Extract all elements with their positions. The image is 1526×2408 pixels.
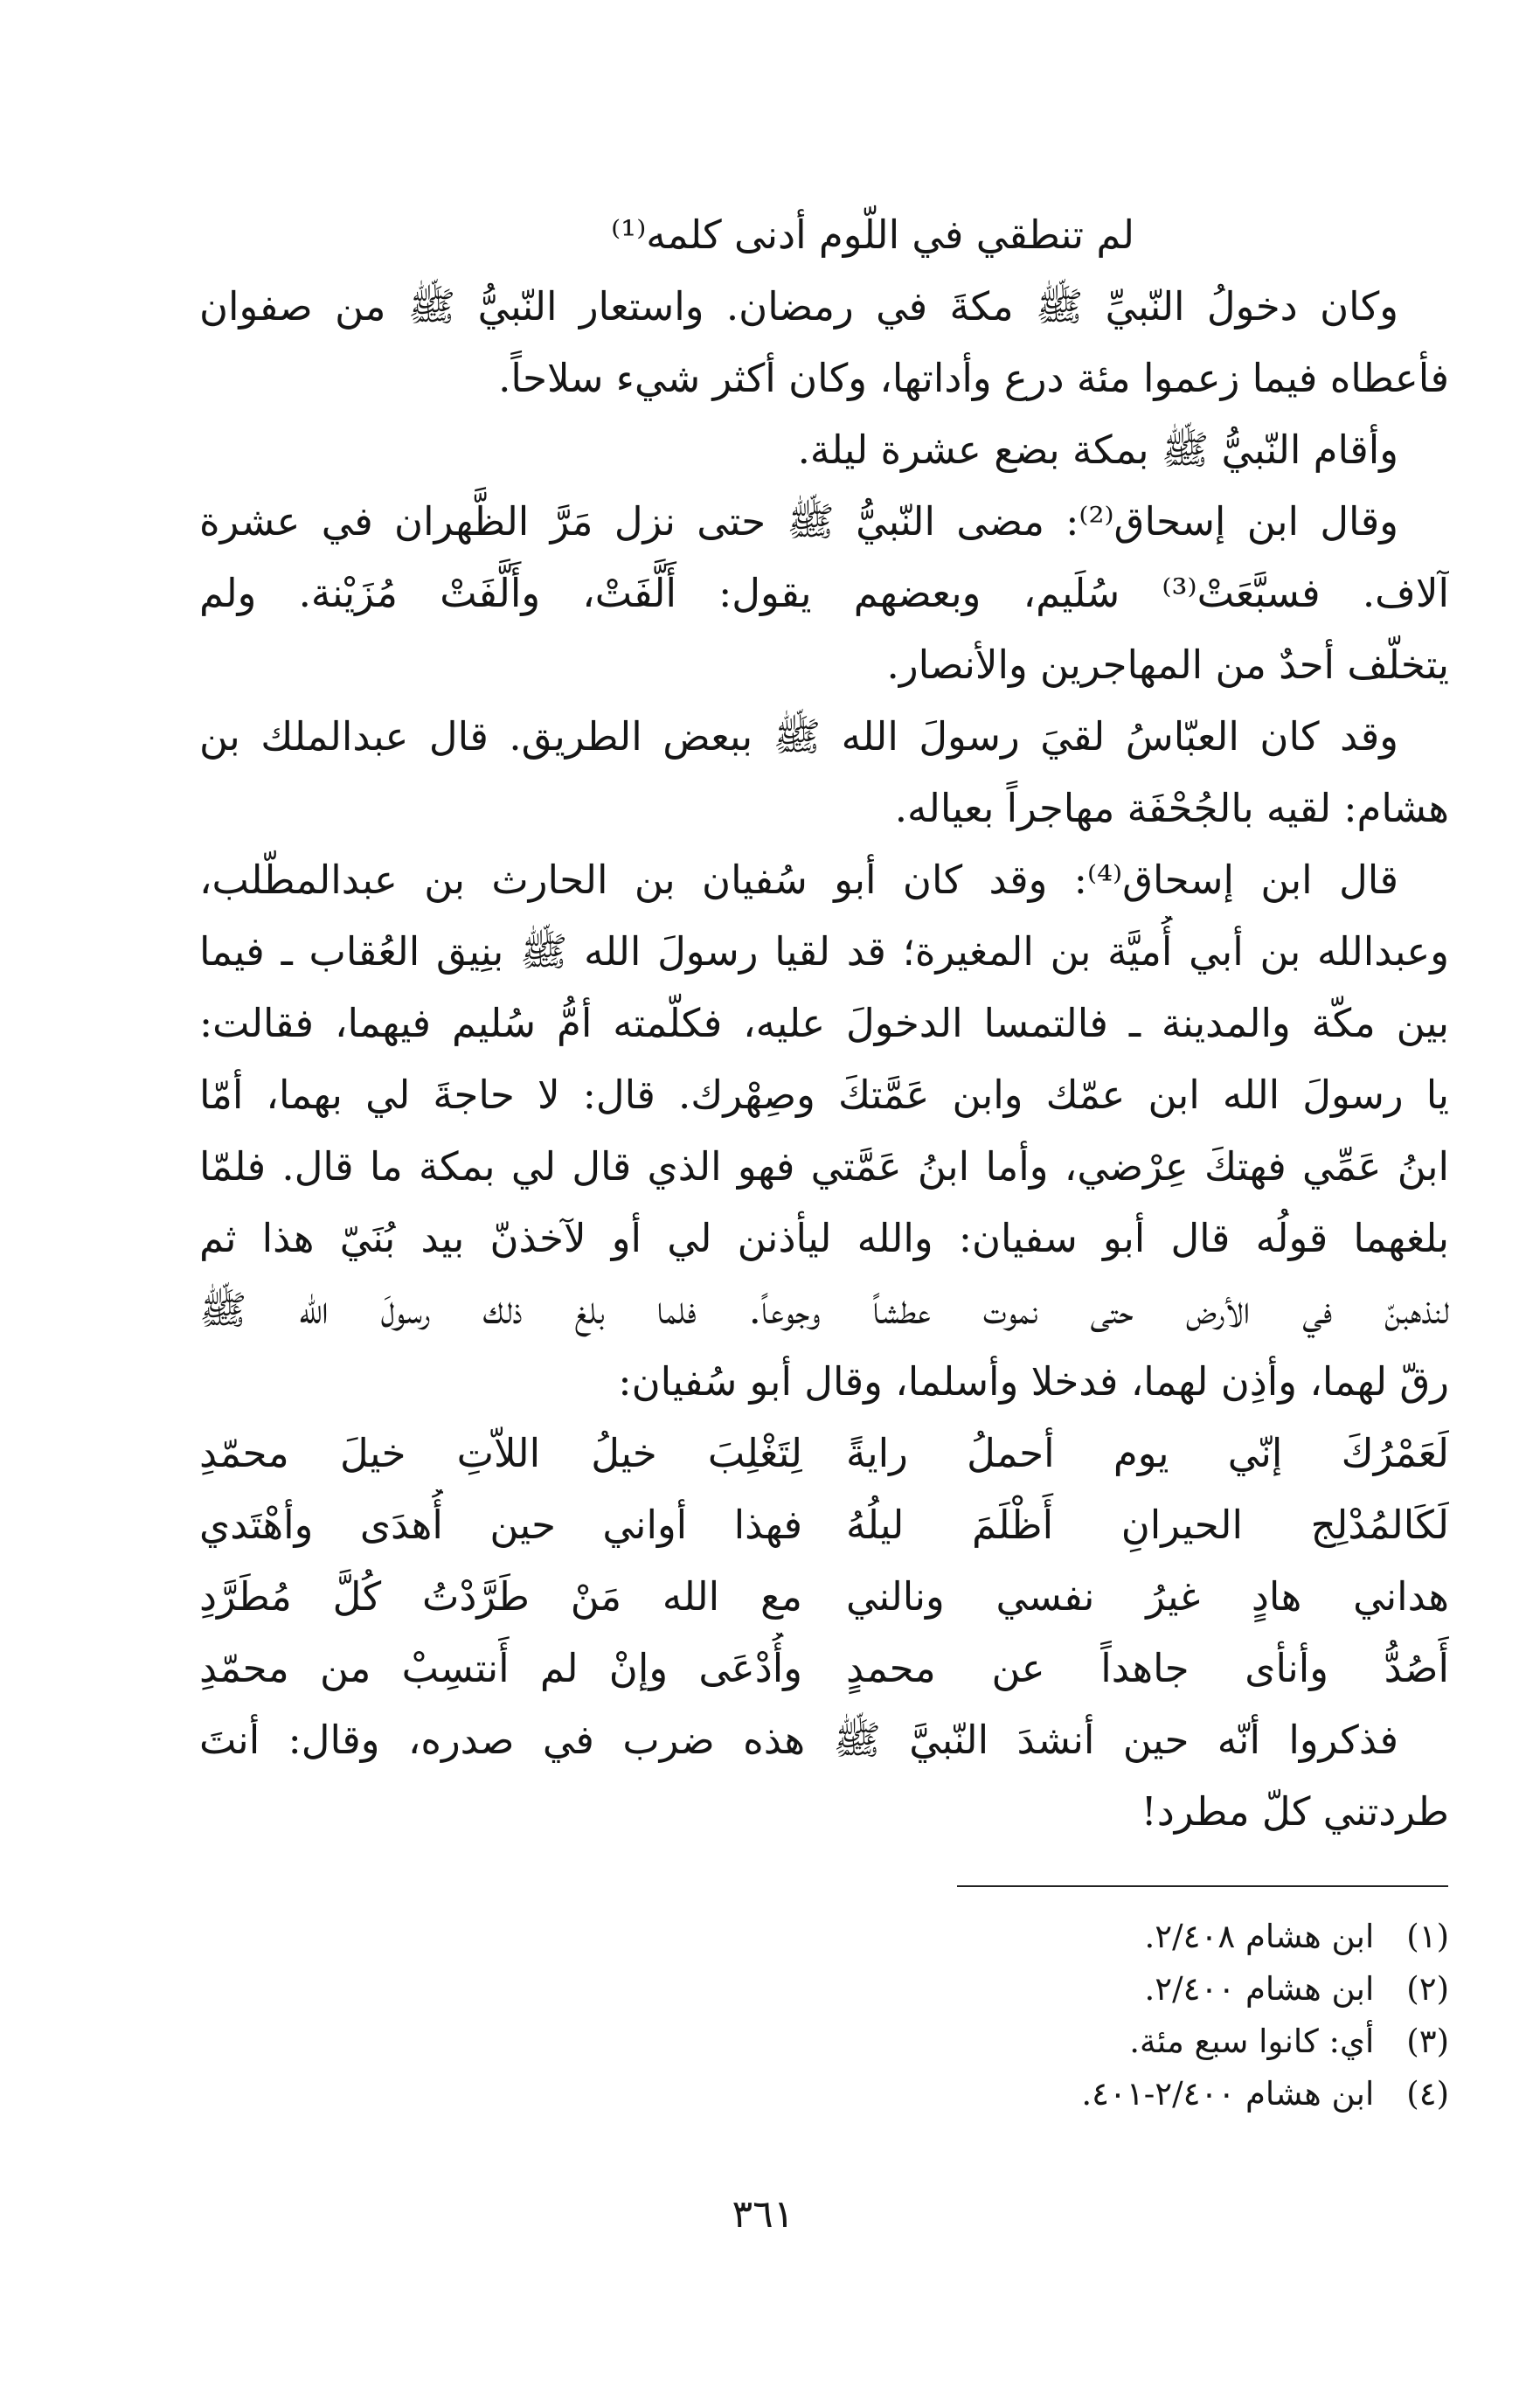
text-line: فأعطاه فيما زعموا مئة درع وأداتها، وكان أكثر شيء سلاحاً. [498, 355, 1449, 401]
verse-second-hemistich: فهذا أواني حين أُهدَى وأهْتَدي [199, 1502, 802, 1548]
text-line: رقّ لهما، وأذِن لهما، فدخلا وأسلما، وقال أبو سُفيان: [618, 1358, 1449, 1405]
text-line: وقال ابن إسحاق⁽²⁾: مضى النّبيُّ ﷺ حتى نزل مَرَّ الظَّهران في عشرة [199, 498, 1398, 545]
verse-second-hemistich: مع الله مَنْ طَرَّدْتُ كُلَّ مُطَرَّدِ [199, 1573, 802, 1620]
verse-couplet [199, 1489, 1449, 1561]
footnote [612, 1963, 1449, 2016]
footnote-text: ابن هشام ٢/٤٠٨. [1144, 1918, 1375, 1955]
verse-second-hemistich: وأُدْعَى وإنْ لم أَنتسِبْ من محمّدِ [199, 1645, 802, 1691]
text-line: قال ابن إسحاق⁽⁴⁾: وقد كان أبو سُفيان بن الحارث بن عبدالمطّلب، [199, 857, 1398, 903]
text-line: وكان دخولُ النّبيِّ ﷺ مكةَ في رمضان. واستعار النّبيُّ ﷺ من صفوان [199, 283, 1398, 330]
footnote [612, 2068, 1449, 2120]
text-line: يا رسولَ الله ابن عمّك وابن عَمَّتكَ وصِهْرك. قال: لا حاجةَ لي بهما، أمّا [199, 1072, 1449, 1118]
text-line: وعبدالله بن أبي أُميَّة بن المغيرة؛ قد لقيا رسولَ الله ﷺ بنِيق العُقاب ـ فيما [199, 928, 1449, 975]
text-line: بلغهما قولُه قال أبو سفيان: والله ليأذنن لي أو لآخذنّ بيد بُنَيّ هذا ثم [199, 1215, 1449, 1261]
footnote [612, 2016, 1449, 2068]
text-line: يتخلّف أحدٌ من المهاجرين والأنصار. [886, 642, 1449, 688]
footnote-text: ابن هشام ٢/٤٠٠-٤٠١. [1081, 2075, 1375, 2113]
footnotes [612, 1911, 1449, 2120]
footnote-number: (١) [1406, 1918, 1449, 1955]
footnote [612, 1911, 1449, 1963]
text-line: وقد كان العبّاسُ لقيَ رسولَ الله ﷺ ببعض الطريق. قال عبدالملك بن [199, 713, 1399, 760]
text-line: آلاف. فسبَّعَتْ⁽³⁾ سُلَيم، وبعضهم يقول: أَلَّفَتْ، وأَلَّفَتْ مُزَيْنة. ولم [199, 570, 1449, 616]
verse-second-hemistich: لِتَغْلِبَ خيلُ اللاّتِ خيلَ محمّدِ [199, 1430, 802, 1476]
page-number: ٣٦١ [732, 2192, 794, 2237]
footnote-number: (٤) [1406, 2075, 1449, 2113]
footnote-number: (٣) [1406, 2023, 1449, 2060]
verse-couplet [199, 1561, 1449, 1633]
footnote-text: أي: كانوا سبع مئة. [1129, 2023, 1375, 2060]
verse-line: لم تنطقي في اللّوم أدنى كلمه⁽¹⁾ [611, 212, 1134, 258]
verse-first-hemistich: هداني هادٍ غيرُ نفسي ونالني [846, 1573, 1449, 1620]
verse-couplet [199, 1418, 1449, 1489]
verse-first-hemistich: لَعَمْرُكَ إنّي يوم أحملُ رايةً [846, 1430, 1449, 1476]
footnote-divider [957, 1885, 1448, 1887]
text-line: لنذهبنّ في الأرض حتى نموت عطشاً وجوعاً. فلما بلغ ذلك رسولَ الله ﷺ [199, 1287, 1449, 1333]
text-line: هشام: لقيه بالجُحْفَة مهاجراً بعياله. [894, 785, 1449, 831]
text-line: بين مكّة والمدينة ـ فالتمسا الدخولَ عليه، فكلّمته أمُّ سُليم فيهما، فقالت: [199, 1000, 1449, 1046]
text-line: ابنُ عَمِّي فهتكَ عِرْضي، وأما ابنُ عَمَّتي فهو الذي قال لي بمكة ما قال. فلمّا [199, 1143, 1449, 1190]
text-line: فذكروا أنّه حين أنشدَ النّبيَّ ﷺ هذه ضرب في صدره، وقال: أنتَ [199, 1717, 1398, 1763]
footnote-text: ابن هشام ٢/٤٠٠. [1144, 1970, 1375, 2008]
main-text [199, 199, 1449, 1848]
verse-first-hemistich: أَصُدُّ وأنأى جاهداً عن محمدٍ [846, 1645, 1449, 1691]
verse-couplet [199, 1633, 1449, 1704]
footnote-number: (٢) [1406, 1970, 1449, 2008]
text-line: وأقام النّبيُّ ﷺ بمكة بضع عشرة ليلة. [797, 427, 1398, 473]
text-line: طردتني كلّ مطرد! [1141, 1788, 1449, 1835]
verse-first-hemistich: لَكَالمُدْلِج الحيرانِ أَظْلَمَ ليلُهُ [846, 1502, 1449, 1548]
